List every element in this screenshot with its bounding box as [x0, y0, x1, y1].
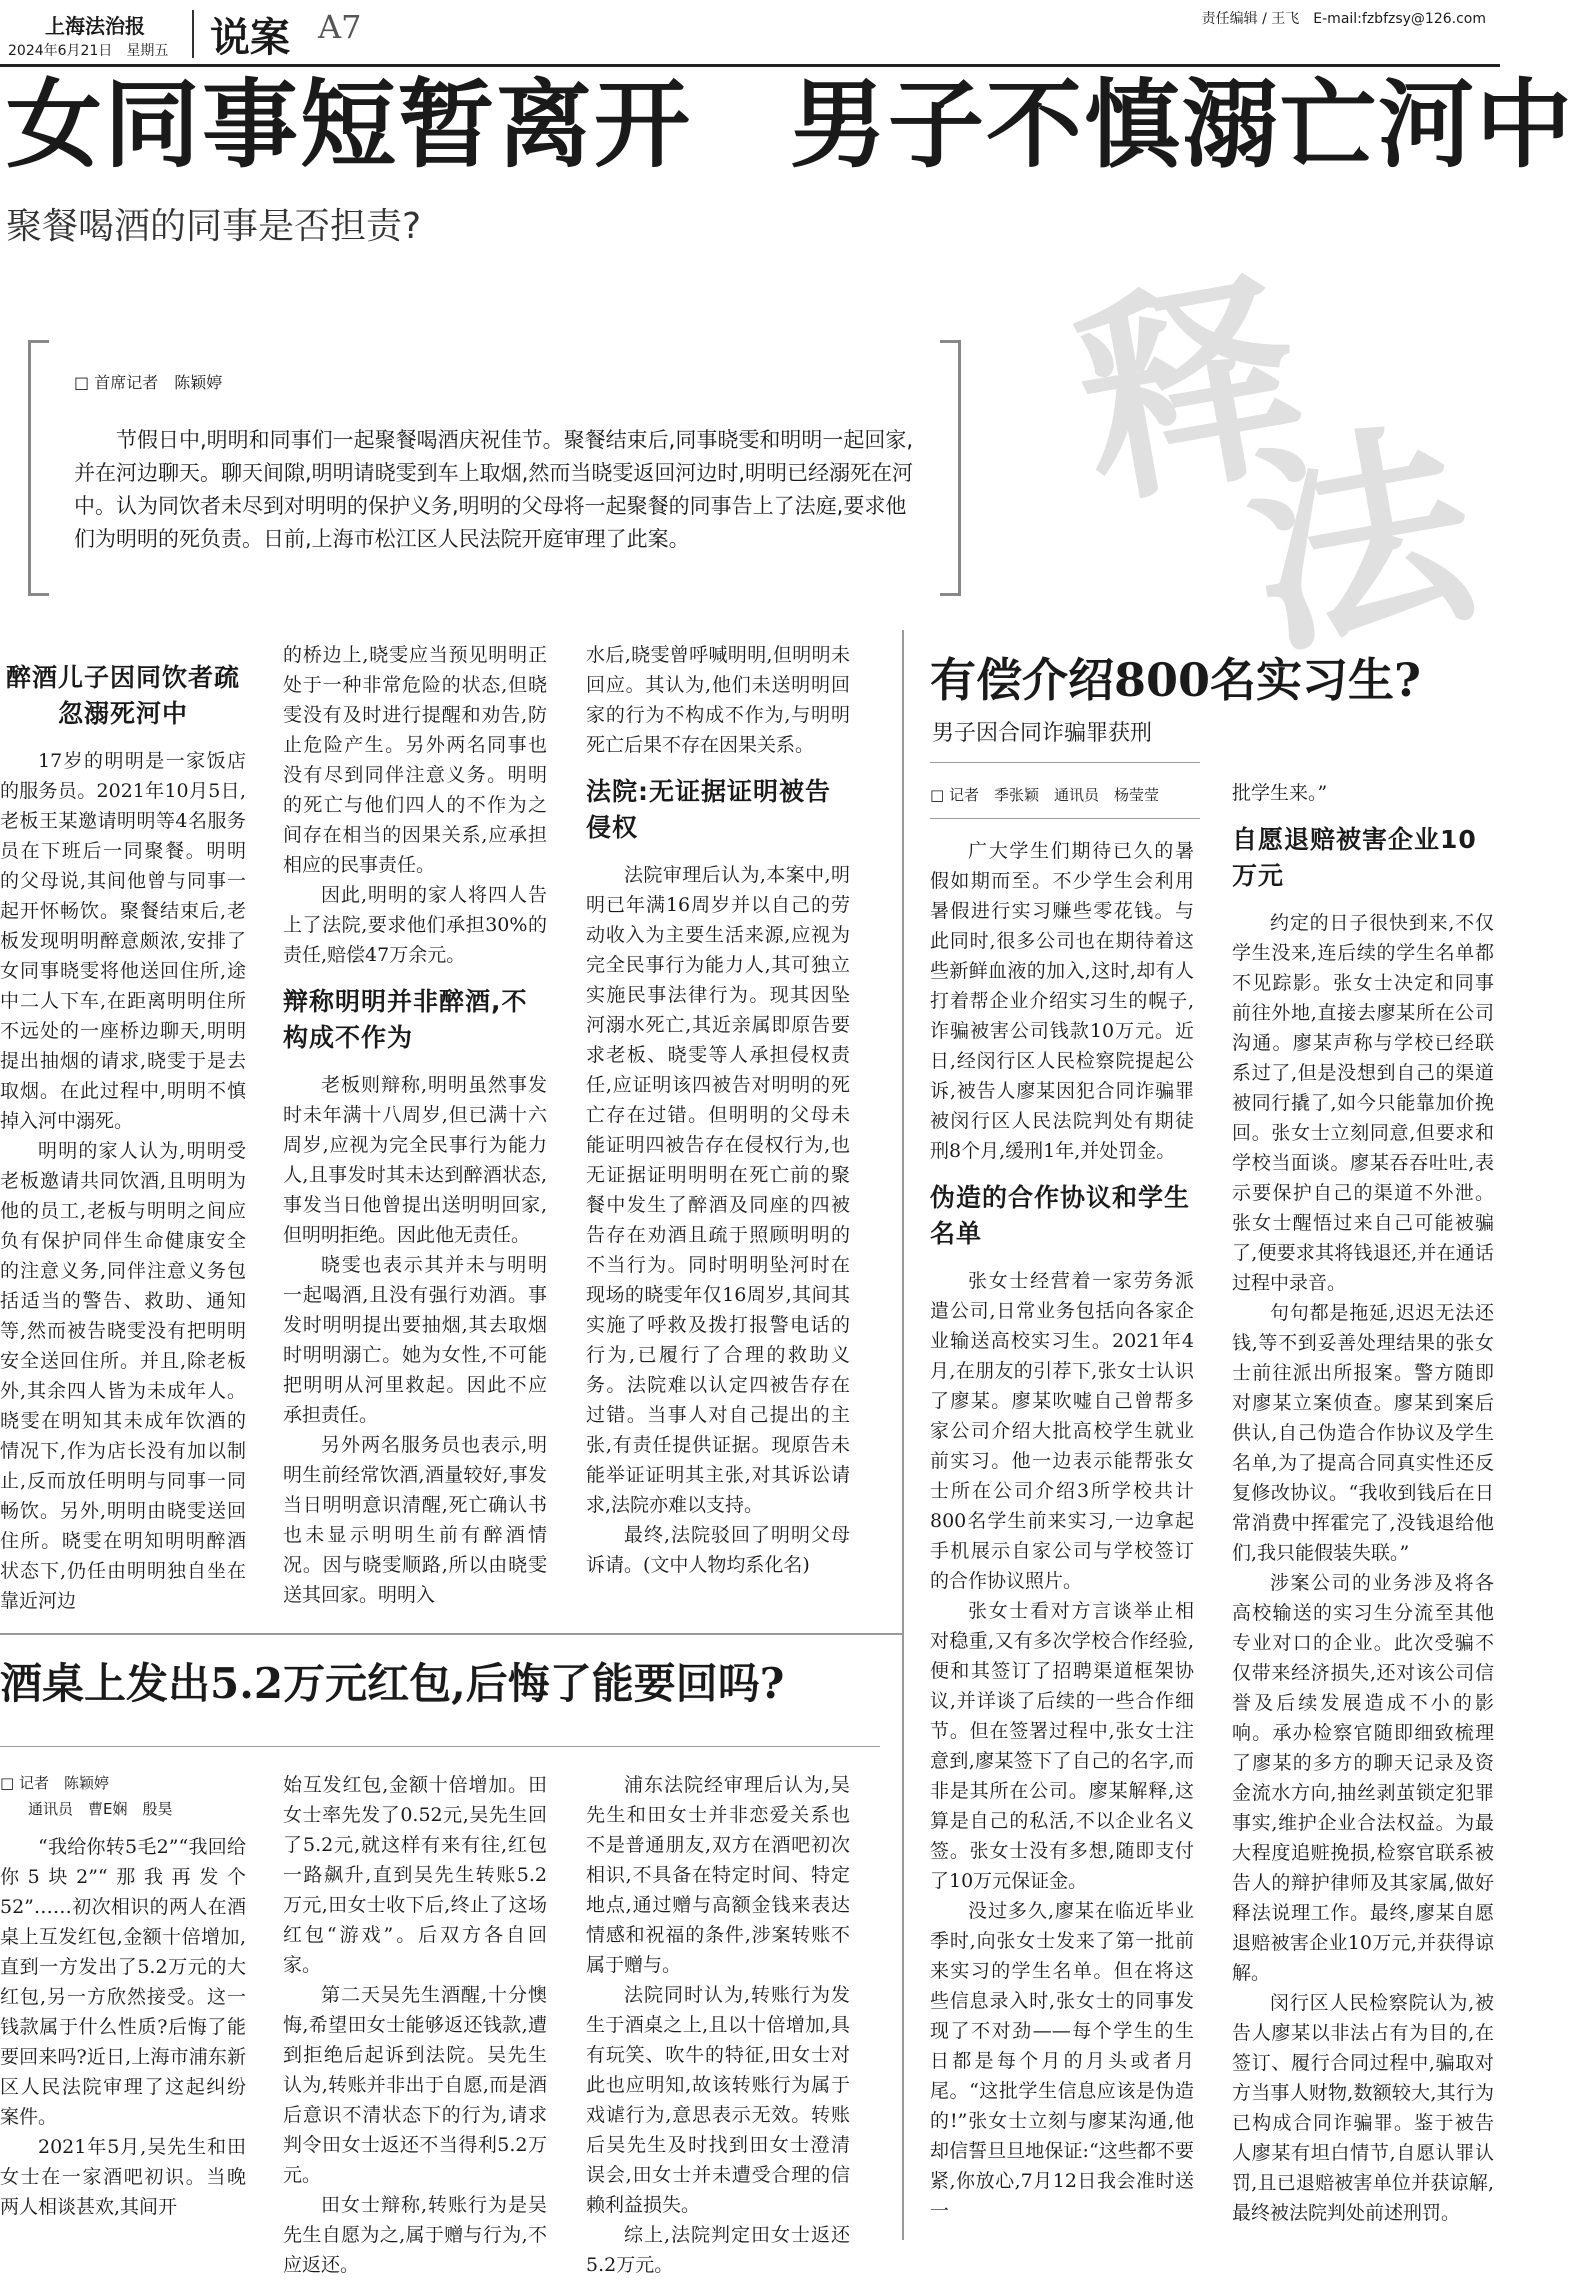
paragraph: 批学生来。” — [1232, 782, 1328, 804]
section-subheading: 辩称明明并非醉酒,不构成不作为 — [283, 987, 528, 1052]
paragraph: 最终,法院驳回了明明父母诉请。(文中人物均系化名) — [586, 1524, 850, 1576]
paragraph: 第二天吴先生酒醒,十分懊悔,希望田女士能够返还钱款,遭到拒绝后起诉到法院。吴先生认为,转账并非出于自愿,而是酒后意识不清状态下的行为,请求判令田女士返还不当得利5.2万元。 — [283, 1984, 547, 2186]
red-packet-column-1 — [0, 1770, 246, 2245]
paragraph: 广大学生们期待已久的暑假如期而至。不少学生会利用暑假进行实习赚些零花钱。与此同时,很多公司也在期待着这些新鲜血液的加入,这时,却有人打着帮企业介绍实习生的幌子,诈骗被害公司钱款10万元。近日,经闵行区人民检察院提起公诉,被告人廖某因犯合同诈骗罪被闵行区人民法院判处有期徒刑8个月,缓刑1年,并处罚金。 — [930, 840, 1194, 1162]
paragraph: 始互发红包,金额十倍增加。田女士率先发了0.52元,吴先生回了5.2元,就这样有来有往,红包一路飙升,直到吴先生转账5.2万元,田女士收下后,终止了这场红包“游戏”。后双方各自回家。 — [283, 1774, 547, 1976]
paragraph: 闵行区人民检察院认为,被告人廖某以非法占有为目的,在签订、履行合同过程中,骗取对方当事人财物,数额较大,其行为已构成合同诈骗罪。鉴于被告人廖某有坦白情节,自愿认罪认罚,且已退赔被害单位并获谅解,最终被法院判处前述刑罚。 — [1232, 1992, 1494, 2224]
paragraph: 张女士看对方言谈举止相对稳重,又有多次学校合作经验,便和其签订了招聘渠道框架协议,并详谈了后续的一些合作细节。但在签署过程中,张女士注意到,廖某签下了自己的名字,而非是其所在公司。廖某解释,这算是自己的私活,不以企业名义签。张女士没有多想,随即支付了10万元保证金。 — [930, 1600, 1194, 1892]
intro-bracket-right — [940, 340, 961, 596]
main-story-column-2 — [283, 640, 547, 1606]
section-subheading: 自愿退赔被害企业10万元 — [1232, 825, 1477, 890]
page-number: A7 — [318, 8, 362, 46]
intro-bracket-left — [28, 340, 49, 596]
intro-paragraph: 节假日中,明明和同事们一起聚餐喝酒庆祝佳节。聚餐结束后,同事晓雯和明明一起回家,并在河边聊天。聊天间隙,明明请晓雯到车上取烟,然而当晓雯返回河边时,明明已经溺死在河中。认为同饮者未尽到对明明的保护义务,明明的父母将一起聚餐的同事告上了法庭,要求他们为明明的死负责。日前,上海市松江区人民法院开庭审理了此案。 — [74, 428, 914, 551]
paper-name: 上海法治报 — [45, 14, 145, 38]
paragraph: 因此,明明的家人将四人告上了法院,要求他们承担30%的责任,赔偿47万余元。 — [283, 884, 547, 966]
paragraph: 浦东法院经审理后认为,吴先生和田女士并非恋爱关系也不是普通朋友,双方在酒吧初次相识,不具备在特定时间、特定地点,通过赠与高额金钱来表达情感和祝福的条件,涉案转账不属于赠与。 — [586, 1774, 850, 1976]
masthead-rule — [0, 64, 1500, 67]
paragraph: 综上,法院判定田女士返还5.2万元。 — [586, 2224, 850, 2276]
intro-byline: □ 首席记者 陈颖婷 — [74, 373, 223, 392]
main-headline: 女同事短暂离开 男子不慎溺亡河中 — [6, 68, 1574, 181]
intern-subhead: 男子因合同诈骗罪获刑 — [932, 721, 1153, 746]
column-divider — [902, 630, 904, 2240]
section-name: 说案 — [210, 15, 290, 61]
paragraph: 2021年5月,吴先生和田女士在一家酒吧初识。当晚两人相谈甚欢,其间开 — [0, 2136, 246, 2218]
masthead-divider — [192, 10, 194, 58]
main-story-column-1 — [0, 660, 246, 1612]
paragraph: 法院同时认为,转账行为发生于酒桌之上,且以十倍增加,具有玩笑、吹牛的特征,田女士对此也应明知,故该转账行为属于戏谑行为,意思表示无效。转账后吴先生及时找到田女士澄清误会,田女士并未遭受合理的信赖利益损失。 — [586, 1984, 850, 2216]
red-packet-headline: 酒桌上发出5.2万元红包,后悔了能要回吗? — [0, 1659, 785, 1708]
watermark-character: 法 — [1229, 392, 1491, 687]
section-subheading: 法院:无证据证明被告侵权 — [586, 777, 831, 842]
byline-rule — [930, 762, 1200, 763]
paragraph: 老板则辩称,明明虽然事发时未年满十八周岁,但已满十六周岁,应视为完全民事行为能力人,且事发时其未达到醉酒状态,事发当日他曾提出送明明回家,但明明拒绝。因此他无责任。 — [283, 1074, 547, 1246]
paragraph: 水后,晓雯曾呼喊明明,但明明未回应。其认为,他们未送明明回家的行为不构成不作为,与明明死亡后果不存在因果关系。 — [586, 644, 850, 756]
section-subheading: 伪造的合作协议和学生名单 — [930, 1183, 1191, 1248]
section-subheading: 醉酒儿子因同饮者疏忽溺死河中 — [5, 663, 240, 728]
paragraph: 晓雯也表示其并未与明明一起喝酒,且没有强行劝酒。事发时明明提出要抽烟,其去取烟时明明溺亡。她为女性,不可能把明明从河里救起。因此不应承担责任。 — [283, 1254, 547, 1426]
paragraph: 另外两名服务员也表示,明明生前经常饮酒,酒量较好,事发当日明明意识清醒,死亡确认书也未显示明明生前有醉酒情况。因与晓雯顺路,所以由晓雯送其回家。明明入 — [283, 1434, 547, 1606]
issue-date: 2024年6月21日 星期五 — [8, 43, 169, 59]
paragraph: “我给你转5毛2”“我回给你5块2”“那我再发个52”……初次相识的两人在酒桌上互发红包,金额十倍增加,直到一方发出了5.2万元的大红包,另一方欣然接受。这一钱款属于什么性质?后悔了能要回来吗?近日,上海市浦东新区人民法院审理了这起纠纷案件。 — [0, 1836, 246, 2128]
paragraph: 张女士经营着一家劳务派遣公司,日常业务包括向各家企业输送高校实习生。2021年4月,在朋友的引荐下,张女士认识了廖某。廖某吹嘘自己曾帮多家公司介绍大批高校学生就业前实习。他一边表示能帮张女士所在公司介绍3所学校共计800名学生前来实习,一边拿起手机展示自家公司与学校签订的合作协议照片。 — [930, 1270, 1194, 1592]
byline: □ 记者 季张颖 通讯员 杨莹莹 — [930, 786, 1159, 804]
paragraph: 涉案公司的业务涉及将各高校输送的实习生分流至其他专业对口的企业。此次受骗不仅带来经济损失,还对该公司信誉及后续发展造成不小的影响。承办检察官随即细致梳理了廖某的多方的聊天记录及资金流水方向,抽丝剥茧锁定犯罪事实,维护企业合法权益。为最大程度追赃挽损,检察官联系被告人的辩护律师及其家属,做好释法说理工作。最终,廖某自愿退赔被害企业10万元,并获得谅解。 — [1232, 1572, 1494, 1984]
story-divider — [0, 1633, 902, 1635]
byline: □ 记者 陈颖婷 — [0, 1774, 109, 1792]
main-subhead: 聚餐喝酒的同事是否担责? — [6, 206, 422, 247]
paragraph: 没过多久,廖某在临近毕业季时,向张女士发来了第一批前来实习的学生名单。但在将这些信息录入时,张女士的同事发现了不对劲——每个学生的生日都是每个月的月头或者月尾。“这批学生信息应该是伪造的!”张女士立刻与廖某沟通,他却信誓旦旦地保证:“这些都不要紧,你放心,7月12日我会准时送一 — [930, 1900, 1194, 2222]
intern-column-2 — [1232, 778, 1494, 2246]
editor-info: 责任编辑 / 王飞 E-mail:fzbfzsy@126.com — [1201, 11, 1486, 27]
paragraph: 明明的家人认为,明明受老板邀请共同饮酒,且明明为他的员工,老板与明明之间应负有保护同伴生命健康安全的注意义务,同伴注意义务包括适当的警告、救助、通知等,然而被告晓雯没有把明明安全送回住所。并且,除老板外,其余四人皆为未成年人。晓雯在明知其未成年饮酒的情况下,作为店长没有加以制止,反而放任明明与同事一同畅饮。另外,明明由晓雯送回住所。晓雯在明知明明醉酒状态下,仍任由明明独自坐在靠近河边 — [0, 1140, 246, 1612]
red-packet-column-3 — [586, 1770, 850, 2276]
red-packet-column-2 — [283, 1770, 547, 2276]
main-story-column-3 — [586, 640, 850, 1600]
paragraph: 田女士辩称,转账行为是吴先生自愿为之,属于赠与行为,不应返还。 — [283, 2194, 547, 2276]
paragraph: 约定的日子很快到来,不仅学生没来,连后续的学生名单都不见踪影。张女士决定和同事前往外地,直接去廖某所在公司沟通。廖某声称与学校已经联系过了,但是没想到自己的渠道被同行撬了,如今只能靠加价挽回。张女士立刻同意,但要求和学校当面谈。廖某吞吞吐吐,表示要保护自己的渠道不外泄。张女士醒悟过来自己可能被骗了,便要求其将钱退还,并在通话过程中录音。 — [1232, 912, 1494, 1294]
watermark-character: 释 — [1059, 242, 1321, 537]
paragraph: 17岁的明明是一家饭店的服务员。2021年10月5日,老板王某邀请明明等4名服务员在下班后一同聚餐。明明的父母说,其间他曾与同事一起开怀畅饮。聚餐结束后,老板发现明明醉意颇浓,安排了女同事晓雯将他送回住所,途中二人下车,在距离明明住所不远处的一座桥边聊天,明明提出抽烟的请求,晓雯于是去取烟。在此过程中,明明不慎掉入河中溺死。 — [0, 750, 246, 1132]
byline: 通讯员 曹E娴 殷昊 — [28, 1800, 173, 1818]
headline-rule — [0, 1746, 880, 1747]
intern-headline: 有偿介绍800名实习生? — [930, 653, 1421, 707]
paragraph: 法院审理后认为,本案中,明明已年满16周岁并以自己的劳动收入为主要生活来源,应视为完全民事行为能力人,其可独立实施民事法律行为。现其因坠河溺水死亡,其近亲属即原告要求老板、晓雯等人承担侵权责任,应证明该四被告对明明的死亡存在过错。但明明的父母未能证明四被告存在侵权行为,也无证据证明明明在死亡前的聚餐中发生了醉酒及同座的四被告存在劝酒且疏于照顾明明的不当行为。同时明明坠河时在现场的晓雯年仅16周岁,其间其实施了呼救及拨打报警电话的行为,已履行了合理的救助义务。法院难以认定四被告存在过错。当事人对自己提出的主张,有责任提供证据。现原告未能举证证明其主张,对其诉讼请求,法院亦难以支持。 — [586, 864, 850, 1516]
byline-rule — [930, 818, 1200, 819]
paragraph: 句句都是拖延,迟迟无法还钱,等不到妥善处理结果的张女士前往派出所报案。警方随即对廖某立案侦查。廖某到案后供认,自己伪造合作协议及学生名单,为了提高合同真实性还反复修改协议。“我收到钱后在日常消费中挥霍完了,没钱退给他们,我只能假装失联。” — [1232, 1302, 1494, 1564]
intern-column-1 — [930, 836, 1194, 2246]
masthead — [0, 0, 1500, 70]
paragraph: 的桥边上,晓雯应当预见明明正处于一种非常危险的状态,但晓雯没有及时进行提醒和劝告,防止危险产生。另外两名同事也没有尽到同伴注意义务。明明的死亡与他们四人的不作为之间存在相当的因果关系,应承担相应的民事责任。 — [283, 644, 547, 876]
